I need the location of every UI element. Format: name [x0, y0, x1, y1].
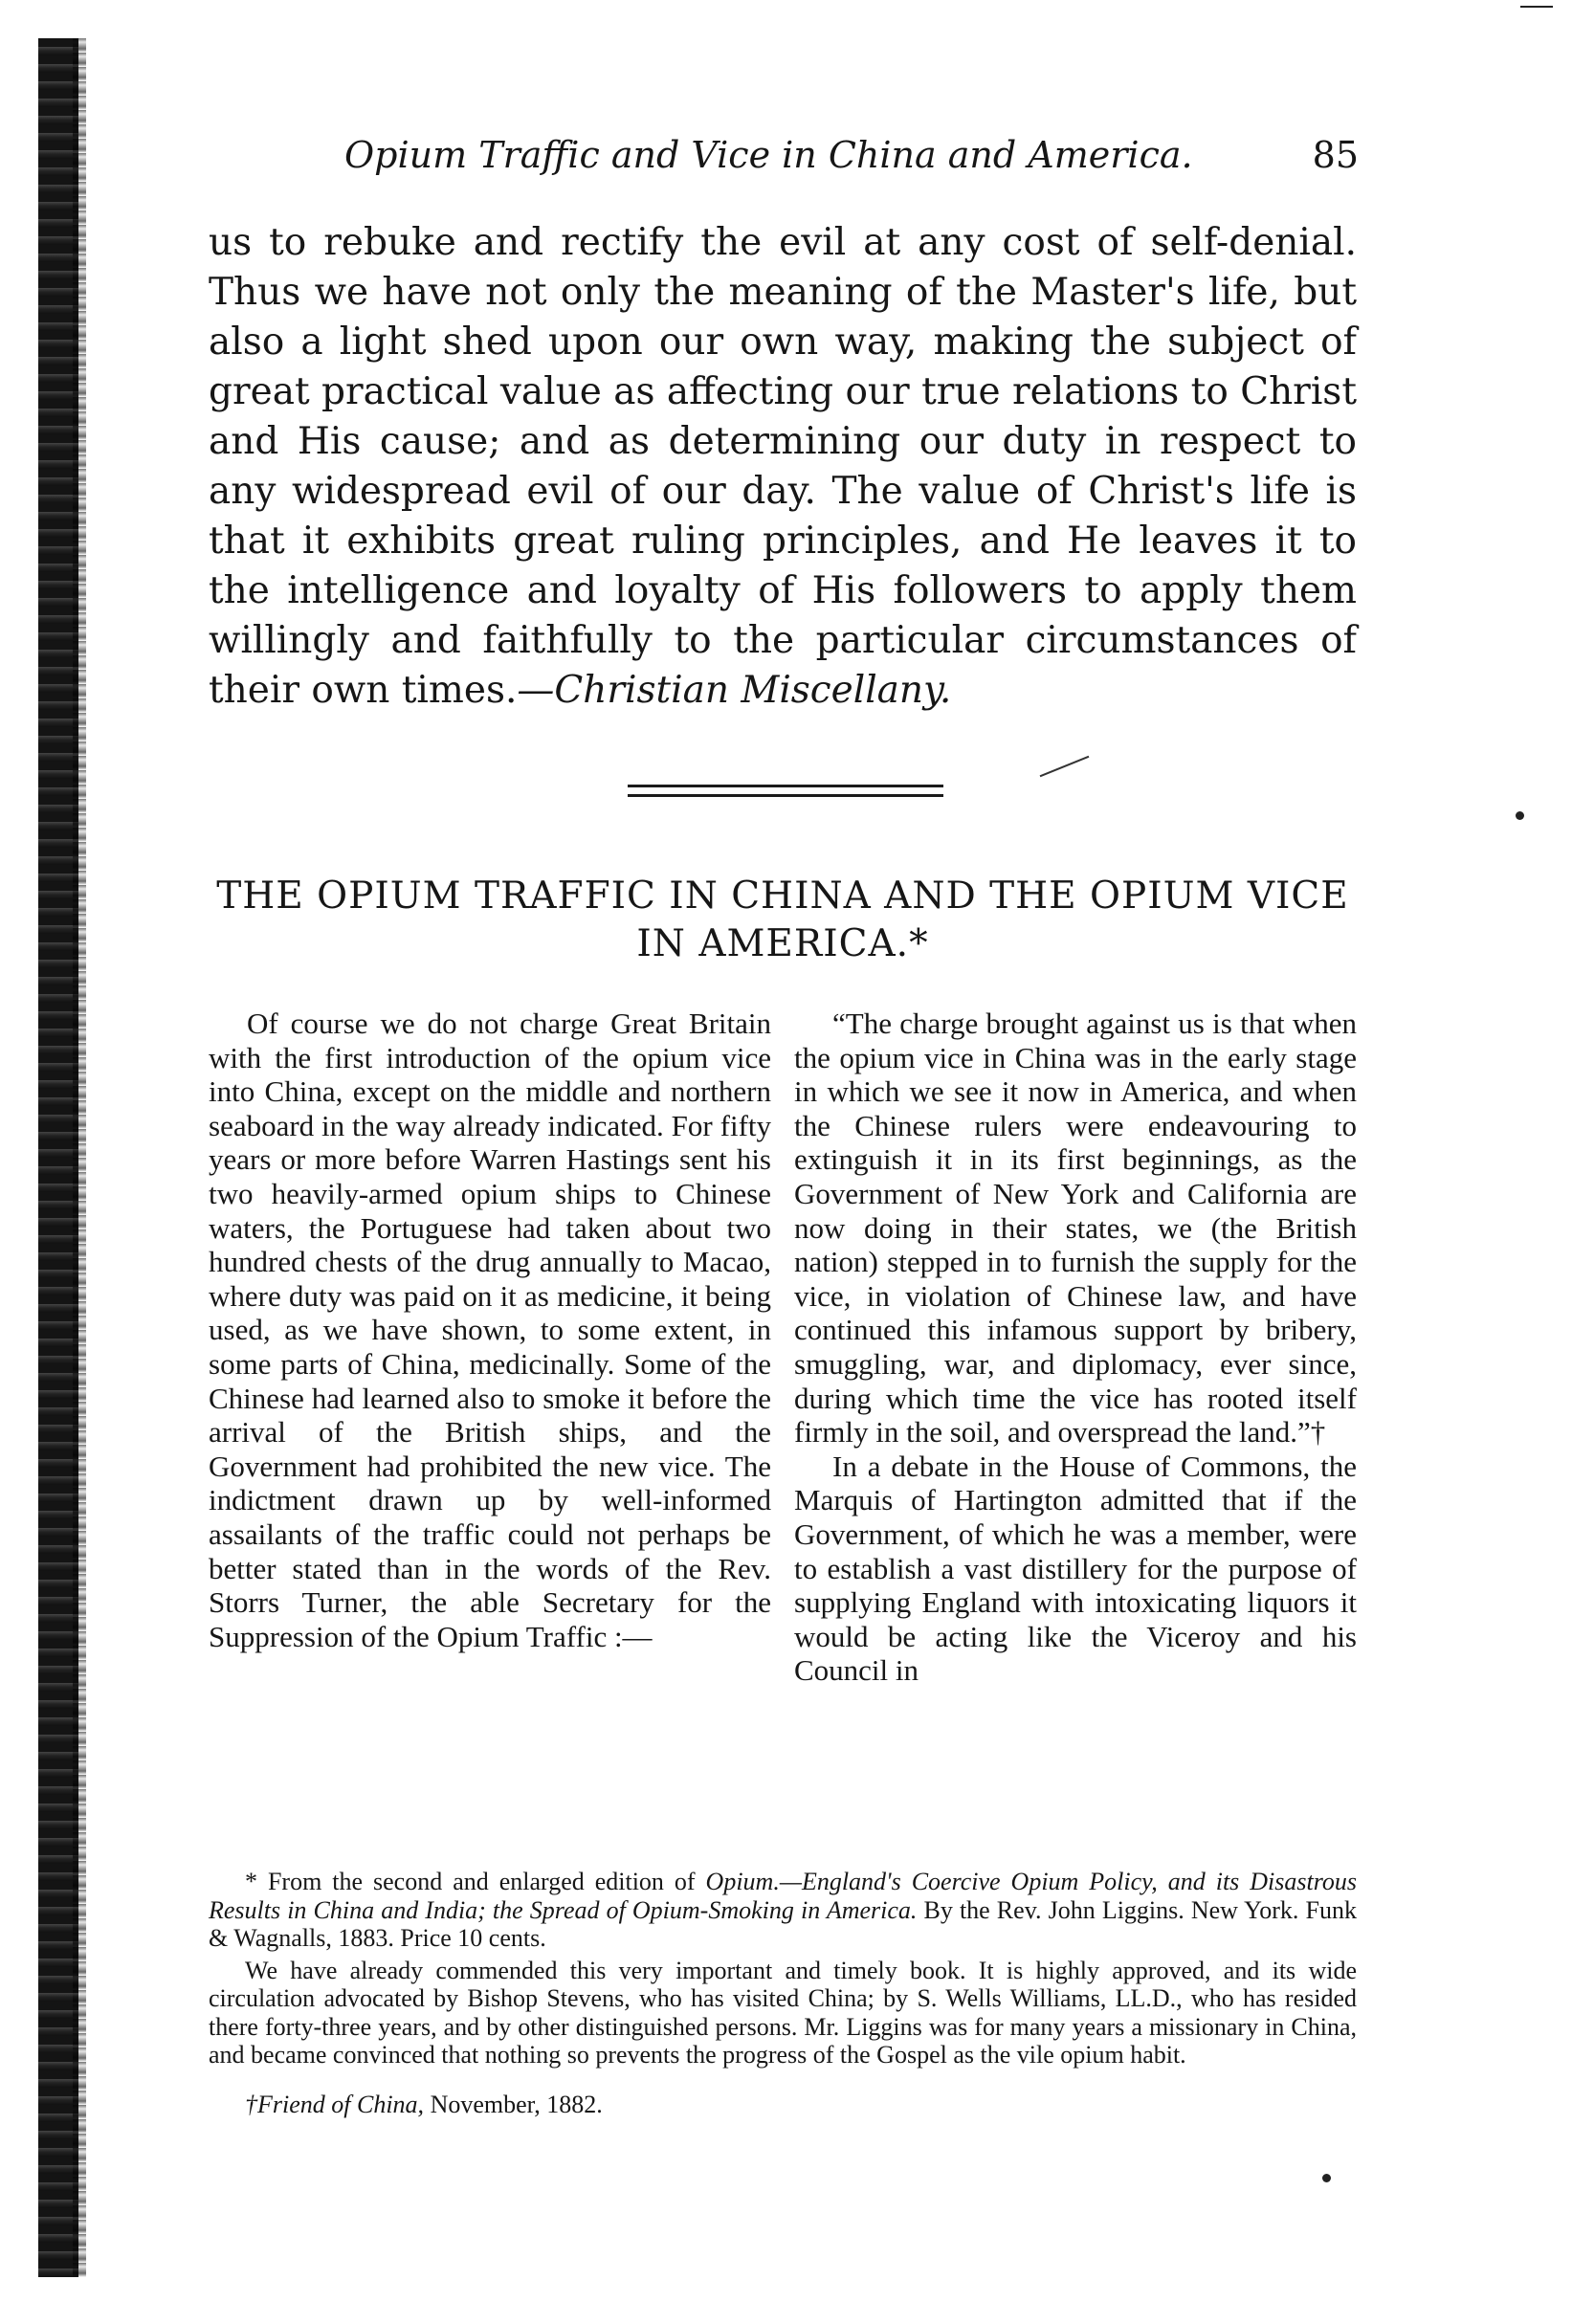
footnote-book-title: Opium.—England's Coercive Opium Policy, and its Disastrous Results in China and India; the Spread of Opium-Smoking in America. — [209, 1868, 1357, 1924]
footnote-edition-prefix: * From the second and enlarged edition of — [245, 1868, 706, 1895]
page-header — [210, 134, 1359, 191]
footnote-edition — [209, 1868, 1357, 1953]
footnote-source-title: †Friend of China, — [245, 2090, 425, 2118]
scan-binding-edge — [38, 38, 78, 2277]
footnote-source-date: November, 1882. — [424, 2090, 603, 2118]
quoted-charge-paragraph: “The charge brought against us is that when the opium vice in China was in the early stage in which we see it now in America, and when the Chinese rulers were endeavouring to extinguish it in its first beginnings, as the Government of New York and California are now doing in their states, we (the British nation) stepped in to furnish the supply for the vice, in violation of Chinese law, and have continued this infamous support by bribery, smuggling, war, and diplomacy, ever since, during which time the vice has rooted itself firmly in the soil, and overspread the land.”† — [794, 1007, 1357, 1450]
left-column-paragraph: Of course we do not charge Great Britain with the first introduction of the opium vice into China, except on the middle and northern seaboard in the way already indicated. For fifty years or more before Warren Hastings sent his two heavily-armed opium ships to Chinese waters, the Portuguese had taken about two hundred chests of the drug annually to Macao, where duty was paid on it as medicine, it being used, as we have shown, to some extent, in some parts of China, medicinally. Some of the Chinese had learned also to smoke it before the arrival of the British ships, and the Government had prohibited the new vice. The indictment drawn up by well-informed assailants of the traffic could not perhaps be better stated than in the words of the Rev. Storrs Turner, the able Secretary for the Suppression of the Opium Traffic :— — [209, 1007, 771, 1653]
intro-section — [209, 218, 1357, 716]
intro-text: us to rebuke and rectify the evil at any cost of self-denial. Thus we have not only the meaning of the Master's life, but also a light shed upon our own way, making the subject of great practical value as affecting our true relations to Christ and His cause; and as determining our duty in respect to any widespread evil of our day. The value of Christ's life is that it exhibits great ruling principles, and He leaves it to the intelligence and loyalty of His followers to apply them willingly and faithfully to the particular circumstances of their own times. — [209, 221, 1357, 712]
scan-speck — [1516, 811, 1524, 820]
scan-corner-mark — [1520, 6, 1553, 8]
article-body — [209, 1007, 1357, 1688]
right-column — [794, 1007, 1357, 1688]
footnote-edition-details: By the Rev. John Liggins. New York. Funk & Wagnalls, 1883. Price 10 cents. — [209, 1895, 1357, 1952]
scan-speck — [1322, 2174, 1331, 2182]
footnote-friend-of-china — [209, 2091, 1357, 2119]
article-title: THE OPIUM TRAFFIC IN CHINA AND THE OPIUM VICE IN AMERICA.* — [216, 874, 1349, 965]
intro-paragraph — [209, 218, 1357, 716]
left-column — [209, 1007, 771, 1688]
intro-source: —Christian Miscellany. — [517, 669, 952, 712]
page-number: 85 — [1312, 134, 1359, 176]
running-head: Opium Traffic and Vice in China and America. — [344, 134, 1193, 176]
debate-paragraph: In a debate in the House of Commons, the Marquis of Hartington admitted that if the Government, of which he was a member, were to establish a vast distillery for the purpose of supplying England with intoxicating liquors it would be acting like the Viceroy and his Council in — [794, 1449, 1357, 1688]
scan-stray-mark — [1040, 756, 1090, 777]
footnotes — [209, 1868, 1357, 2118]
section-divider — [628, 785, 943, 804]
footnote-commendation: We have already commended this very important and timely book. It is highly approved, and its wide circulation advocated by Bishop Stevens, who has visited China; by S. Wells Williams, LL.D., who has resided there forty-three years, and by other distinguished persons. Mr. Liggins was for many years a missionary in China, and became convinced that nothing so prevents the progress of the Gospel as the vile opium habit. — [209, 1956, 1357, 2069]
